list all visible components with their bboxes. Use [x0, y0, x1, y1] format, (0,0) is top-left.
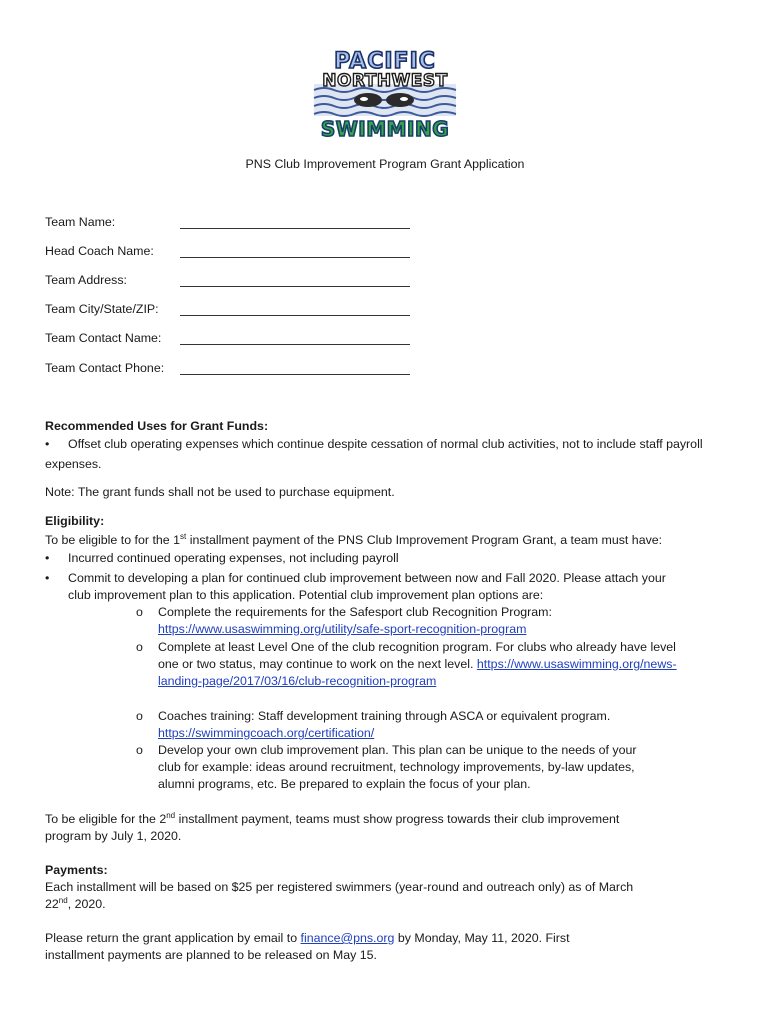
- finance-email-link[interactable]: finance@pns.org: [300, 931, 395, 945]
- hollow-bullet-icon: o: [136, 605, 143, 619]
- team-name-label: Team Name:: [45, 215, 116, 229]
- payments-text: Each installment will be based on $25 per registered swimmers (year-round and outreach only) as of March 22nd, 2020.: [45, 880, 634, 911]
- hollow-bullet-icon: o: [136, 743, 143, 757]
- hollow-bullet-icon: o: [136, 709, 143, 723]
- bullet-icon: •: [45, 551, 50, 565]
- second-installment-text: To be eligible for the 2nd installment payment, teams must show progress towards their club improvement program by July 1, 2020.: [45, 810, 620, 843]
- coach-certification-link[interactable]: https://swimmingcoach.org/certification/: [158, 726, 375, 740]
- option-own-plan-text: Develop your own club improvement plan. This plan can be unique to the needs of your club for example: ideas around recruitment, technology improvements, by-law updates, alumni programs, etc. Be prepared to explain the focus of your plan.: [158, 743, 637, 791]
- option-safesport-text: Complete the requirements for the Safesport club Recognition Program:: [158, 605, 552, 619]
- equipment-note: Note: The grant funds shall not be used to purchase equipment.: [45, 485, 395, 499]
- team-name-field[interactable]: [180, 228, 410, 229]
- head-coach-name-field[interactable]: [180, 257, 410, 258]
- eligibility-bullet-1-text: Incurred continued operating expenses, not including payroll: [68, 551, 399, 565]
- payments-heading: Payments:: [45, 863, 108, 877]
- return-instructions: Please return the grant application by email to finance@pns.org by Monday, May 11, 2020. First installment payments are planned to be released on May 15.: [45, 931, 570, 962]
- team-contact-phone-field[interactable]: [180, 374, 410, 375]
- document-title: PNS Club Improvement Program Grant Application: [245, 157, 525, 171]
- team-city-state-zip-label: Team City/State/ZIP:: [45, 302, 159, 316]
- team-contact-phone-label: Team Contact Phone:: [45, 361, 165, 375]
- hollow-bullet-icon: o: [136, 640, 143, 654]
- option-club-recognition-text: Complete at least Level One of the club recognition program. For clubs who already have level one or two status, may continue to work on the next level.: [158, 640, 676, 671]
- recommended-bullet-text: Offset club operating expenses which continue despite cessation of normal club activities, not to include staff payroll: [68, 437, 703, 451]
- team-address-field[interactable]: [180, 286, 410, 287]
- team-address-label: Team Address:: [45, 273, 127, 287]
- logo-line1: PACIFIC: [334, 49, 436, 74]
- bullet-icon: •: [45, 571, 50, 585]
- logo-line2: NORTHWEST: [322, 71, 448, 91]
- safesport-link[interactable]: https://www.usaswimming.org/utility/safe-sport-recognition-program: [158, 622, 527, 636]
- recommended-bullet-continuation: expenses.: [45, 457, 102, 471]
- team-contact-name-field[interactable]: [180, 344, 410, 345]
- eligibility-intro: To be eligible to for the 1st installment payment of the PNS Club Improvement Program Grant, a team must have:: [45, 531, 663, 547]
- team-city-state-zip-field[interactable]: [180, 315, 410, 316]
- option-coaches-training-text: Coaches training: Staff development training through ASCA or equivalent program.: [158, 709, 611, 723]
- club-recognition-link[interactable]: https://www.usaswimming.org/news-landing-page/2017/03/16/club-recognition-program: [158, 657, 677, 688]
- pns-logo: [308, 46, 462, 142]
- eligibility-bullet-2-text: Commit to developing a plan for continued club improvement between now and Fall 2020. Please attach your club improvement plan to this application. Potential club improvement plan options are:: [68, 571, 666, 602]
- recommended-heading: Recommended Uses for Grant Funds:: [45, 419, 269, 433]
- bullet-icon: •: [45, 437, 50, 451]
- team-contact-name-label: Team Contact Name:: [45, 331, 162, 345]
- logo-line3: SWIMMING: [320, 117, 450, 141]
- eligibility-heading: Eligibility:: [45, 514, 105, 528]
- head-coach-name-label: Head Coach Name:: [45, 244, 154, 258]
